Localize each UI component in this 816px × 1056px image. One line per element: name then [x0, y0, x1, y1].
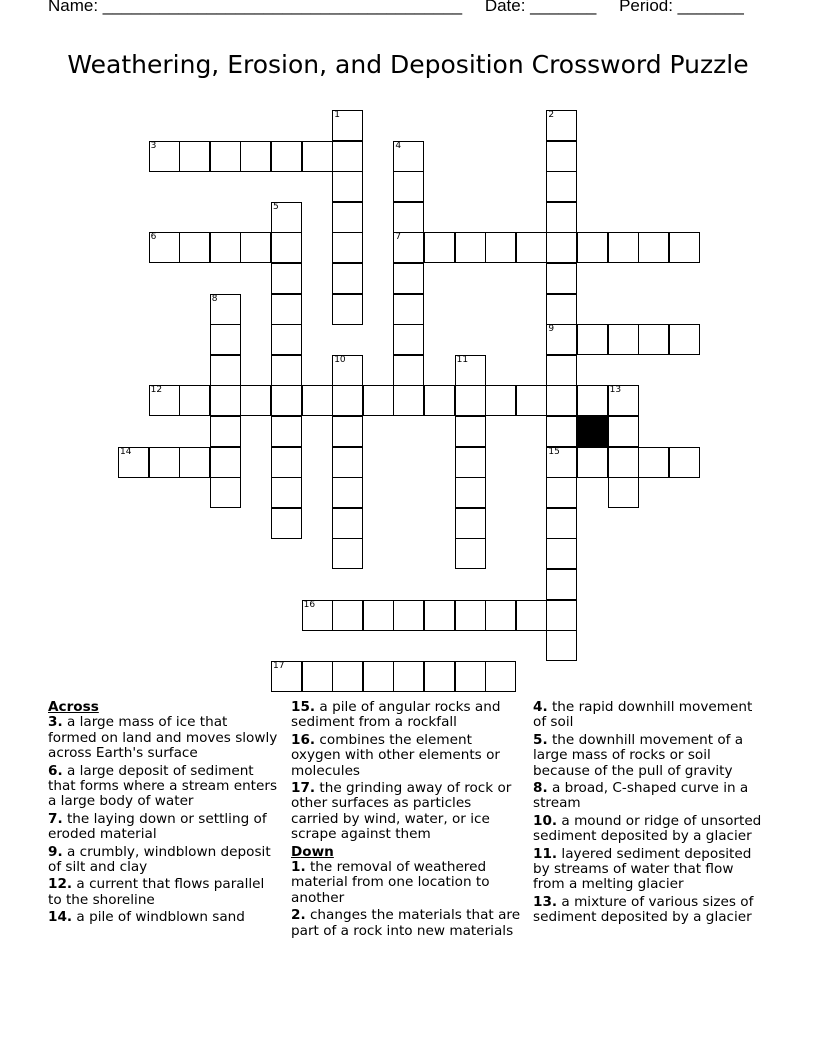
clue-number: 5 — [273, 201, 279, 212]
down-heading: Down — [291, 843, 334, 860]
clue-item-text: layered sediment deposited by streams of water that flow from a melting glacier — [533, 845, 752, 893]
clue-item-text: a mixture of various sizes of sediment deposited by a glacier — [533, 893, 754, 926]
clue-item-number: 7. — [48, 810, 63, 827]
clue-item — [48, 812, 280, 843]
clue-item-text: changes the materials that are part of a rock into new materials — [291, 907, 521, 939]
grid-cell[interactable] — [608, 447, 639, 478]
grid-cell[interactable] — [271, 141, 302, 172]
grid-cell[interactable] — [332, 202, 363, 233]
grid-cell[interactable] — [271, 447, 302, 478]
grid-cell[interactable] — [332, 110, 363, 141]
clue-item-text: a pile of angular rocks and sediment from a rockfall — [291, 699, 501, 731]
grid-cell[interactable] — [455, 416, 486, 447]
grid-cell[interactable] — [271, 477, 302, 508]
clue-item-text: a broad, C-shaped curve in a stream — [533, 780, 749, 812]
clue-item — [533, 781, 765, 812]
clue-item — [48, 764, 280, 810]
grid-cell[interactable] — [393, 202, 424, 233]
grid-cell[interactable] — [149, 141, 180, 172]
grid-cell[interactable] — [332, 355, 363, 386]
clue-item-number: 14. — [48, 909, 73, 926]
grid-cell[interactable] — [669, 232, 700, 263]
grid-cell[interactable] — [210, 324, 241, 355]
clue-item-text: a large mass of ice that formed on land and moves slowly across Earth's surface — [48, 714, 278, 762]
clue-item — [48, 715, 280, 761]
grid-cell[interactable] — [546, 630, 577, 661]
clue-number: 10 — [334, 354, 346, 365]
grid-cell[interactable] — [332, 141, 363, 172]
grid-cell[interactable] — [240, 385, 271, 416]
grid-cell[interactable] — [179, 447, 210, 478]
grid-cell[interactable] — [546, 324, 577, 355]
grid-cell[interactable] — [455, 447, 486, 478]
clue-number: 7 — [395, 232, 402, 243]
clue-item-text: the removal of weathered material from one location to another — [291, 859, 490, 906]
grid-cell[interactable] — [424, 600, 455, 631]
grid-cell[interactable] — [302, 385, 333, 416]
grid-cell[interactable] — [271, 385, 302, 416]
grid-cell[interactable] — [455, 232, 486, 263]
grid-cell[interactable] — [332, 171, 363, 202]
clue-number: 8 — [211, 293, 218, 304]
grid-cell[interactable] — [546, 477, 577, 508]
grid-cell[interactable] — [455, 355, 486, 386]
grid-cell[interactable] — [485, 600, 516, 631]
grid-cell[interactable] — [210, 141, 241, 172]
grid-cell[interactable] — [332, 661, 363, 692]
grid-cell[interactable] — [546, 263, 577, 294]
clue-item-number: 6. — [48, 762, 63, 779]
clue-number: 15 — [548, 446, 560, 457]
grid-cell[interactable] — [332, 508, 363, 539]
clue-item-number: 3. — [48, 714, 63, 731]
clue-column-left — [48, 700, 280, 928]
grid-cell[interactable] — [271, 324, 302, 355]
grid-cell[interactable] — [638, 232, 669, 263]
grid-cell[interactable] — [149, 232, 180, 263]
black-cell — [577, 416, 608, 447]
clue-item — [291, 860, 523, 906]
grid-cell[interactable] — [424, 385, 455, 416]
grid-cell[interactable] — [608, 385, 639, 416]
grid-cell[interactable] — [149, 447, 180, 478]
grid-cell[interactable] — [271, 263, 302, 294]
clue-item-number: 9. — [48, 843, 63, 860]
clue-item — [291, 700, 523, 731]
grid-cell[interactable] — [179, 232, 210, 263]
clue-item — [533, 814, 765, 845]
clue-number: 13 — [609, 385, 622, 396]
grid-cell[interactable] — [455, 508, 486, 539]
grid-cell[interactable] — [149, 385, 180, 416]
grid-cell[interactable] — [302, 141, 333, 172]
clue-item — [291, 733, 523, 779]
clue-item-number: 1. — [291, 859, 306, 876]
grid-cell[interactable] — [393, 324, 424, 355]
grid-cell[interactable] — [240, 141, 271, 172]
grid-cell[interactable] — [485, 385, 516, 416]
clue-column-middle — [291, 700, 523, 941]
clue-item-text: a large deposit of sediment that forms where a stream enters a large body of water — [48, 762, 278, 810]
grid-cell[interactable] — [455, 600, 486, 631]
page-title: Weathering, Erosion, and Deposition Crossword Puzzle — [67, 50, 749, 79]
clue-item — [533, 895, 765, 926]
period-field-label: Period: _______ — [619, 0, 744, 15]
grid-cell[interactable] — [485, 232, 516, 263]
clue-item-number: 2. — [291, 907, 306, 924]
grid-cell[interactable] — [608, 477, 639, 508]
clue-item-number: 13. — [533, 893, 558, 910]
grid-cell[interactable] — [271, 202, 302, 233]
clue-item-text: a current that flows parallel to the shoreline — [48, 876, 265, 908]
clue-item-text: a mound or ridge of unsorted sediment deposited by a glacier — [533, 812, 762, 845]
clue-item — [533, 847, 765, 893]
clue-item — [48, 845, 280, 876]
grid-cell[interactable] — [271, 416, 302, 447]
grid-cell[interactable] — [577, 324, 608, 355]
clue-item-text: the rapid downhill movement of soil — [533, 699, 753, 731]
grid-cell[interactable] — [332, 385, 363, 416]
grid-cell[interactable] — [546, 600, 577, 631]
grid-cell[interactable] — [577, 447, 608, 478]
grid-cell[interactable] — [271, 355, 302, 386]
grid-cell[interactable] — [363, 661, 394, 692]
clue-number: 2 — [548, 110, 555, 120]
grid-cell[interactable] — [546, 110, 577, 141]
grid-cell[interactable] — [546, 385, 577, 416]
grid-cell[interactable] — [332, 294, 363, 325]
clue-item-number: 8. — [533, 780, 548, 797]
grid-cell[interactable] — [669, 324, 700, 355]
clue-number: 6 — [150, 232, 157, 243]
grid-cell[interactable] — [271, 508, 302, 539]
name-field-label: Name: ______________________________________ — [48, 0, 463, 15]
clue-item-number: 12. — [48, 876, 73, 893]
grid-cell[interactable] — [363, 600, 394, 631]
clue-column-right — [533, 700, 765, 928]
grid-cell[interactable] — [210, 447, 241, 478]
grid-cell[interactable] — [608, 416, 639, 447]
clue-item-number: 4. — [533, 699, 548, 715]
clue-item — [533, 700, 765, 731]
clue-number: 11 — [456, 354, 469, 365]
grid-cell[interactable] — [332, 447, 363, 478]
grid-cell[interactable] — [669, 447, 700, 478]
grid-cell[interactable] — [455, 477, 486, 508]
clue-item-text: combines the element oxygen with other elements or molecules — [291, 731, 500, 779]
grid-cell[interactable] — [271, 294, 302, 325]
grid-cell[interactable] — [393, 661, 424, 692]
grid-cell[interactable] — [577, 385, 608, 416]
grid-cell[interactable] — [179, 141, 210, 172]
grid-cell[interactable] — [179, 385, 210, 416]
grid-cell[interactable] — [455, 661, 486, 692]
clue-number: 12 — [150, 385, 163, 396]
grid-cell[interactable] — [455, 538, 486, 569]
clue-item-number: 10. — [533, 812, 558, 829]
grid-cell[interactable] — [210, 294, 241, 325]
grid-cell[interactable] — [546, 355, 577, 386]
grid-cell[interactable] — [546, 202, 577, 233]
grid-cell[interactable] — [302, 661, 333, 692]
clue-number: 3 — [150, 140, 157, 151]
grid-cell[interactable] — [332, 416, 363, 447]
clue-item-text: a pile of windblown sand — [72, 909, 245, 926]
grid-cell[interactable] — [424, 661, 455, 692]
clue-number: 14 — [120, 446, 132, 457]
grid-cell[interactable] — [271, 232, 302, 263]
grid-cell[interactable] — [393, 232, 424, 263]
grid-cell[interactable] — [393, 385, 424, 416]
clue-number: 17 — [273, 660, 285, 671]
grid-cell[interactable] — [240, 232, 271, 263]
grid-cell[interactable] — [210, 416, 241, 447]
clue-item-number: 15. — [291, 699, 316, 715]
clue-item — [48, 910, 280, 925]
grid-cell[interactable] — [546, 141, 577, 172]
grid-cell[interactable] — [516, 600, 547, 631]
grid-cell[interactable] — [393, 600, 424, 631]
across-heading: Across — [48, 699, 99, 715]
grid-cell[interactable] — [302, 600, 333, 631]
clue-item-text: the downhill movement of a large mass of rocks or soil because of the pull of gravity — [533, 731, 744, 779]
grid-cell[interactable] — [393, 294, 424, 325]
grid-cell[interactable] — [393, 263, 424, 294]
grid-cell[interactable] — [546, 416, 577, 447]
grid-cell[interactable] — [393, 355, 424, 386]
clue-item-number: 16. — [291, 731, 316, 748]
grid-cell[interactable] — [546, 171, 577, 202]
grid-cell[interactable] — [210, 355, 241, 386]
clue-number: 9 — [548, 324, 555, 335]
grid-cell[interactable] — [546, 447, 577, 478]
grid-cell[interactable] — [118, 447, 149, 478]
grid-cell[interactable] — [332, 538, 363, 569]
date-field-label: Date: _______ — [484, 0, 597, 15]
clue-item — [533, 733, 765, 779]
grid-cell[interactable] — [271, 661, 302, 692]
grid-cell[interactable] — [332, 232, 363, 263]
grid-cell[interactable] — [516, 232, 547, 263]
clue-item-text: the laying down or settling of eroded material — [48, 810, 267, 843]
clue-number: 1 — [334, 110, 340, 120]
grid-cell[interactable] — [210, 477, 241, 508]
clue-item-number: 5. — [533, 731, 548, 748]
grid-cell[interactable] — [363, 385, 394, 416]
clue-number: 16 — [303, 599, 316, 610]
grid-cell[interactable] — [608, 232, 639, 263]
grid-cell[interactable] — [608, 324, 639, 355]
grid-cell[interactable] — [546, 569, 577, 600]
clue-item-number: 17. — [291, 780, 316, 797]
clue-item-text: a crumbly, windblown deposit of silt and clay — [48, 843, 271, 876]
clue-item — [291, 908, 523, 939]
grid-cell[interactable] — [393, 171, 424, 202]
clue-number: 4 — [395, 140, 402, 151]
grid-cell[interactable] — [546, 232, 577, 263]
grid-cell[interactable] — [638, 447, 669, 478]
grid-cell[interactable] — [455, 385, 486, 416]
grid-cell[interactable] — [210, 232, 241, 263]
grid-cell[interactable] — [546, 294, 577, 325]
grid-cell[interactable] — [516, 385, 547, 416]
grid-cell[interactable] — [546, 538, 577, 569]
clue-item-text: the grinding away of rock or other surfaces as particles carried by wind, water, or ice scrape against them — [291, 780, 512, 843]
grid-cell[interactable] — [332, 477, 363, 508]
grid-cell[interactable] — [546, 508, 577, 539]
grid-cell[interactable] — [638, 324, 669, 355]
grid-cell[interactable] — [424, 232, 455, 263]
clue-item — [48, 877, 280, 908]
clue-item-number: 11. — [533, 845, 558, 862]
grid-cell[interactable] — [393, 141, 424, 172]
grid-cell[interactable] — [332, 600, 363, 631]
clue-item — [291, 781, 523, 843]
grid-cell[interactable] — [485, 661, 516, 692]
grid-cell[interactable] — [577, 232, 608, 263]
grid-cell[interactable] — [332, 263, 363, 294]
grid-cell[interactable] — [210, 385, 241, 416]
